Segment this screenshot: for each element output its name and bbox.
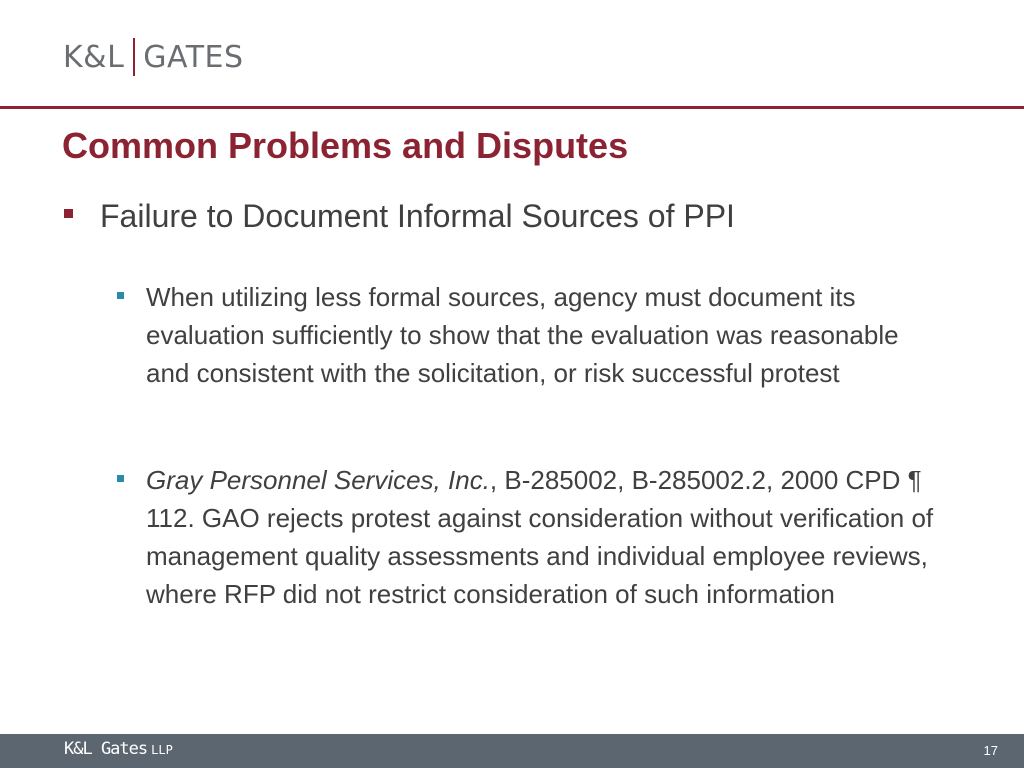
footer-bar [0,734,1024,768]
footer-brand-name: K&L Gates [64,739,148,759]
header-rule [0,106,1024,109]
square-bullet-icon [64,209,73,218]
logo-left-text: K&L [63,39,125,75]
case-name: Gray Personnel Services, Inc. [146,465,490,495]
main-bullet [64,194,735,238]
logo-divider [133,38,135,76]
footer-brand [64,739,173,759]
logo-right-text: GATES [143,39,244,75]
case-citation-text: , B-285002, B-285002.2, 2000 CPD ¶ 112. GAO rejects protest against consideration without verification of management quality assessments and individual employee reviews, where RFP did not restrict consideration of such information [146,465,934,609]
footer-brand-suffix: LLP [151,743,173,757]
square-bullet-icon [117,475,124,482]
sub-bullet-text [146,461,937,613]
sub-bullet [117,461,937,613]
slide-title: Common Problems and Disputes [62,125,629,166]
main-bullet-text: Failure to Document Informal Sources of PPI [100,198,735,234]
sub-bullet [117,278,937,392]
sub-bullet-text: When utilizing less formal sources, agency must document its evaluation sufficiently to show that the evaluation was reasonable and consistent with the solicitation, or risk successful protest [146,282,899,388]
square-bullet-icon [117,292,124,299]
page-number: 17 [983,743,998,758]
firm-logo [63,38,244,76]
